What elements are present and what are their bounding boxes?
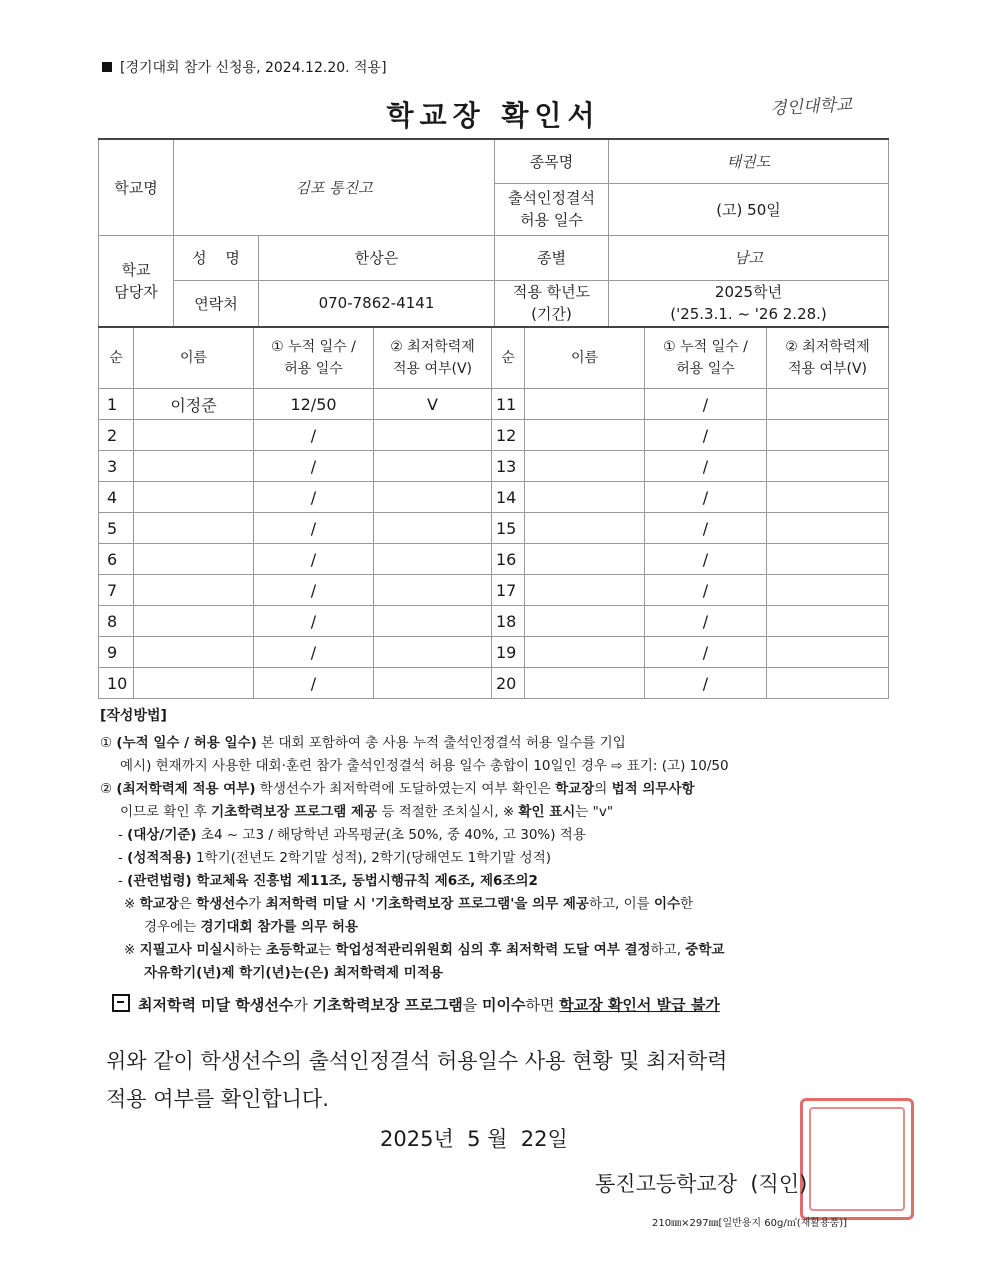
days-label-1: 출석인정결석 [508, 189, 595, 207]
row-days-right: / [645, 606, 767, 637]
row-seq-right: 20 [492, 668, 525, 699]
table-row [99, 482, 889, 513]
m-l6c: 1학기(전년도 2학기말 성적), 2학기(당해연도 1학기말 성적) [191, 850, 552, 866]
row-name [134, 451, 254, 482]
contact-label: 연락처 [174, 280, 259, 326]
min-header-right-2: 적용 여부(V) [787, 361, 868, 377]
table-row [99, 420, 889, 451]
days-header-right [645, 327, 767, 389]
warning-line [112, 994, 720, 1015]
row-days-right: / [645, 513, 767, 544]
row-name-right [525, 637, 645, 668]
row-days-right: / [645, 482, 767, 513]
row-name-right [525, 606, 645, 637]
m-l10a: ※ [124, 942, 140, 958]
row-name [134, 513, 254, 544]
row-days: / [254, 451, 374, 482]
m-l5b: (대상/기준) [127, 827, 197, 843]
manager-label [99, 235, 174, 326]
document-title: 학교장 확인서 [386, 99, 601, 132]
info-table [98, 138, 889, 327]
row-min [374, 637, 492, 668]
method-section [100, 705, 900, 985]
school-value: 김포 통진고 [174, 139, 495, 235]
row-days-right: / [645, 637, 767, 668]
row-min-right [767, 544, 889, 575]
row-name [134, 637, 254, 668]
warn-c: 기초학력보장 프로그램 [312, 996, 463, 1014]
year-value-2: ('25.3.1. ~ '26 2.28.) [670, 305, 827, 323]
row-min [374, 575, 492, 606]
table-row [99, 606, 889, 637]
row-min [374, 451, 492, 482]
table-row [99, 668, 889, 699]
days-label [495, 183, 609, 235]
row-min-right [767, 513, 889, 544]
event-value: 태권도 [609, 139, 889, 183]
row-seq-right: 14 [492, 482, 525, 513]
official-seal [800, 1098, 914, 1220]
m-l8i: 한 [680, 896, 694, 912]
method-line-2: 예시) 현재까지 사용한 대회·훈련 참가 출석인정결석 허용 일수 총합이 10일인 경우 ⇨ 표기: (고) 10/50 [120, 758, 729, 774]
min-header-right [767, 327, 889, 389]
row-seq: 8 [99, 606, 134, 637]
row-name [134, 420, 254, 451]
row-seq-right: 15 [492, 513, 525, 544]
min-header-1: ② 최저학력제 [390, 339, 475, 355]
confirm-date: 2025년 5 월 22일 [380, 1127, 568, 1151]
warn-d: 을 [462, 996, 483, 1014]
m-l10c: 하는 [235, 942, 266, 958]
row-seq: 4 [99, 482, 134, 513]
m-l6a: - [118, 850, 128, 866]
row-days-right: / [645, 575, 767, 606]
row-name-right [525, 420, 645, 451]
row-min-right [767, 389, 889, 420]
row-min-right [767, 420, 889, 451]
row-name-right [525, 575, 645, 606]
row-name-right [525, 451, 645, 482]
row-days-right: / [645, 544, 767, 575]
row-seq: 1 [99, 389, 134, 420]
row-name-right [525, 482, 645, 513]
paper-spec-note: 210㎜×297㎜[일반용지 60g/㎡(재활용품)] [652, 1218, 848, 1229]
m-l4d: 확인 표시 [518, 804, 576, 820]
method-line-8 [100, 893, 900, 916]
row-days: / [254, 575, 374, 606]
days-label-2: 허용 일수 [520, 211, 583, 229]
min-header [374, 327, 492, 389]
method-line-1 [100, 732, 900, 755]
m-l10g: 하고, [650, 942, 686, 958]
row-min-right [767, 668, 889, 699]
table-row [99, 637, 889, 668]
row-days: / [254, 513, 374, 544]
year-label-1: 적용 학년도 [512, 283, 591, 301]
m-l4c: 등 적절한 조치실시, ※ [377, 804, 519, 820]
method-line-10 [100, 939, 900, 962]
method-line-3 [100, 778, 900, 801]
row-days: / [254, 668, 374, 699]
row-seq: 3 [99, 451, 134, 482]
row-min [374, 513, 492, 544]
days-header [254, 327, 374, 389]
row-seq-right: 11 [492, 389, 525, 420]
m-l3f: 법적 의무사항 [611, 781, 695, 797]
row-days-right: / [645, 668, 767, 699]
method-line-11: 자유학기(년)제 학기(년)는(은) 최저학력제 미적용 [144, 965, 443, 981]
m-l3c: 학생선수가 최저학력에 도달하였는지 여부 확인은 [255, 781, 556, 797]
m-l4b: 기초학력보장 프로그램 제공 [211, 804, 378, 820]
days-header-right-1: ① 누적 일수 / [663, 339, 748, 355]
m-l10e: 는 [318, 942, 336, 958]
m-l3d: 학교장 [555, 781, 595, 797]
row-name [134, 668, 254, 699]
row-min [374, 606, 492, 637]
m-l3e: 의 [594, 781, 612, 797]
m-l9a: 경우에는 [144, 919, 201, 935]
table-row [99, 575, 889, 606]
row-days-right: / [645, 451, 767, 482]
warn-f: 하면 [525, 996, 560, 1014]
row-min-right [767, 637, 889, 668]
row-seq-right: 19 [492, 637, 525, 668]
m-l8c: 은 [178, 896, 197, 912]
row-name [134, 606, 254, 637]
m-l8h: 이수 [654, 896, 681, 912]
m-l1a: ① [100, 735, 117, 751]
row-seq-right: 12 [492, 420, 525, 451]
table-row [99, 451, 889, 482]
row-min [374, 420, 492, 451]
confirm-line-2: 적용 여부를 확인합니다. [106, 1087, 329, 1111]
table-row [99, 544, 889, 575]
row-min [374, 668, 492, 699]
header-note-text: [경기대회 참가 신청용, 2024.12.20. 적용] [120, 60, 387, 76]
m-l10d: 초등학교 [265, 942, 319, 958]
square-bullet-icon [102, 62, 112, 72]
name-header: 이름 [134, 327, 254, 389]
m-l10h: 중학교 [685, 942, 725, 958]
row-name [134, 544, 254, 575]
school-label: 학교명 [99, 139, 174, 235]
m-l3a: ② [100, 781, 117, 797]
row-seq-right: 16 [492, 544, 525, 575]
row-days-right: / [645, 420, 767, 451]
row-min-right [767, 575, 889, 606]
warn-b: 가 [293, 996, 313, 1014]
contact-value: 070-7862-4141 [259, 280, 495, 326]
m-l10b: 지필고사 미실시 [139, 942, 236, 958]
year-value [609, 280, 889, 326]
type-value: 남고 [609, 235, 889, 280]
m-l10f: 학업성적관리위원회 심의 후 최저학력 도달 여부 결정 [335, 942, 651, 958]
name-value: 한상은 [259, 235, 495, 280]
confirm-line-1: 위와 같이 학생선수의 출석인정결석 허용일수 사용 현황 및 최저학력 [106, 1049, 728, 1073]
method-line-4 [100, 801, 900, 824]
method-line-6 [100, 847, 900, 870]
row-days: / [254, 606, 374, 637]
student-list-table [98, 326, 889, 699]
m-l4a: 이므로 확인 후 [120, 804, 212, 820]
year-label-2: (기간) [531, 305, 572, 323]
method-line-5 [100, 824, 900, 847]
row-days: / [254, 544, 374, 575]
row-days: 12/50 [254, 389, 374, 420]
m-l5c: 초4 ~ 고3 / 해당학년 과목평균(초 50%, 중 40%, 고 30%) 적용 [196, 827, 586, 843]
list-header-row [99, 327, 889, 389]
row-seq: 7 [99, 575, 134, 606]
m-l5a: - [118, 827, 128, 843]
row-days: / [254, 637, 374, 668]
row-name-right [525, 544, 645, 575]
row-name-right [525, 389, 645, 420]
row-min [374, 482, 492, 513]
manager-label-1: 학교 [121, 260, 151, 279]
row-min-right [767, 451, 889, 482]
m-l7a: - [118, 873, 128, 889]
row-min [374, 544, 492, 575]
m-l8b: 학교장 [139, 896, 179, 912]
name-label: 성 명 [174, 235, 259, 280]
days-value: (고) 50일 [609, 183, 889, 235]
row-seq: 6 [99, 544, 134, 575]
warn-e: 미이수 [482, 996, 526, 1014]
signer: 통진고등학교장 (직인) [595, 1172, 808, 1196]
m-l4e: 는 "v" [575, 804, 614, 820]
m-l3b: (최저학력제 적용 여부) [116, 781, 256, 797]
m-l8g: 하고, 이를 [588, 896, 655, 912]
min-header-right-1: ② 최저학력제 [785, 339, 870, 355]
event-label: 종목명 [495, 139, 609, 183]
manager-label-2: 담당자 [114, 282, 158, 301]
student-list-body [99, 389, 889, 699]
m-l8a: ※ [124, 896, 140, 912]
days-header-1: ① 누적 일수 / [271, 339, 356, 355]
table-row [99, 513, 889, 544]
m-l7b: (관련법령) 학교체육 진흥법 제11조, 동법시행규칙 제6조, 제6조의2 [127, 873, 538, 889]
row-days: / [254, 420, 374, 451]
warning-box-icon [112, 994, 130, 1012]
m-l1b: (누적 일수 / 허용 일수) [116, 735, 257, 751]
seq-header-right: 순 [492, 327, 525, 389]
min-header-2: 적용 여부(V) [392, 361, 473, 377]
handwritten-note: 경인대학교 [769, 94, 853, 120]
m-l6b: (성적적용) [127, 850, 192, 866]
m-l8e: 가 [248, 896, 266, 912]
header-note [102, 57, 387, 77]
row-min-right [767, 606, 889, 637]
m-l9b: 경기대회 참가를 의무 허용 [200, 919, 359, 935]
warn-g: 학교장 확인서 발급 불가 [559, 996, 720, 1014]
year-label [495, 280, 609, 326]
days-header-right-2: 허용 일수 [676, 361, 735, 377]
row-seq: 9 [99, 637, 134, 668]
row-seq: 2 [99, 420, 134, 451]
seq-header: 순 [99, 327, 134, 389]
row-name [134, 575, 254, 606]
m-l8f: 최저학력 미달 시 '기초학력보장 프로그램'을 의무 제공 [265, 896, 589, 912]
row-seq-right: 13 [492, 451, 525, 482]
name-header-right: 이름 [525, 327, 645, 389]
row-seq: 5 [99, 513, 134, 544]
row-name-right [525, 513, 645, 544]
row-min-right [767, 482, 889, 513]
year-value-1: 2025학년 [714, 283, 783, 301]
row-seq-right: 18 [492, 606, 525, 637]
confirm-text [106, 1042, 906, 1118]
row-name [134, 482, 254, 513]
m-l8d: 학생선수 [196, 896, 249, 912]
days-header-2: 허용 일수 [284, 361, 343, 377]
row-seq-right: 17 [492, 575, 525, 606]
warn-a: 최저학력 미달 학생선수 [138, 996, 294, 1014]
m-l1c: 본 대회 포함하여 총 사용 누적 출석인정결석 허용 일수를 기입 [256, 735, 626, 751]
method-line-9 [100, 916, 900, 939]
method-line-7 [100, 870, 900, 893]
table-row [99, 389, 889, 420]
row-seq: 10 [99, 668, 134, 699]
row-days-right: / [645, 389, 767, 420]
row-days: / [254, 482, 374, 513]
row-min: V [374, 389, 492, 420]
row-name: 이정준 [134, 389, 254, 420]
type-label: 종별 [495, 235, 609, 280]
row-name-right [525, 668, 645, 699]
method-title: [작성방법] [100, 708, 167, 724]
